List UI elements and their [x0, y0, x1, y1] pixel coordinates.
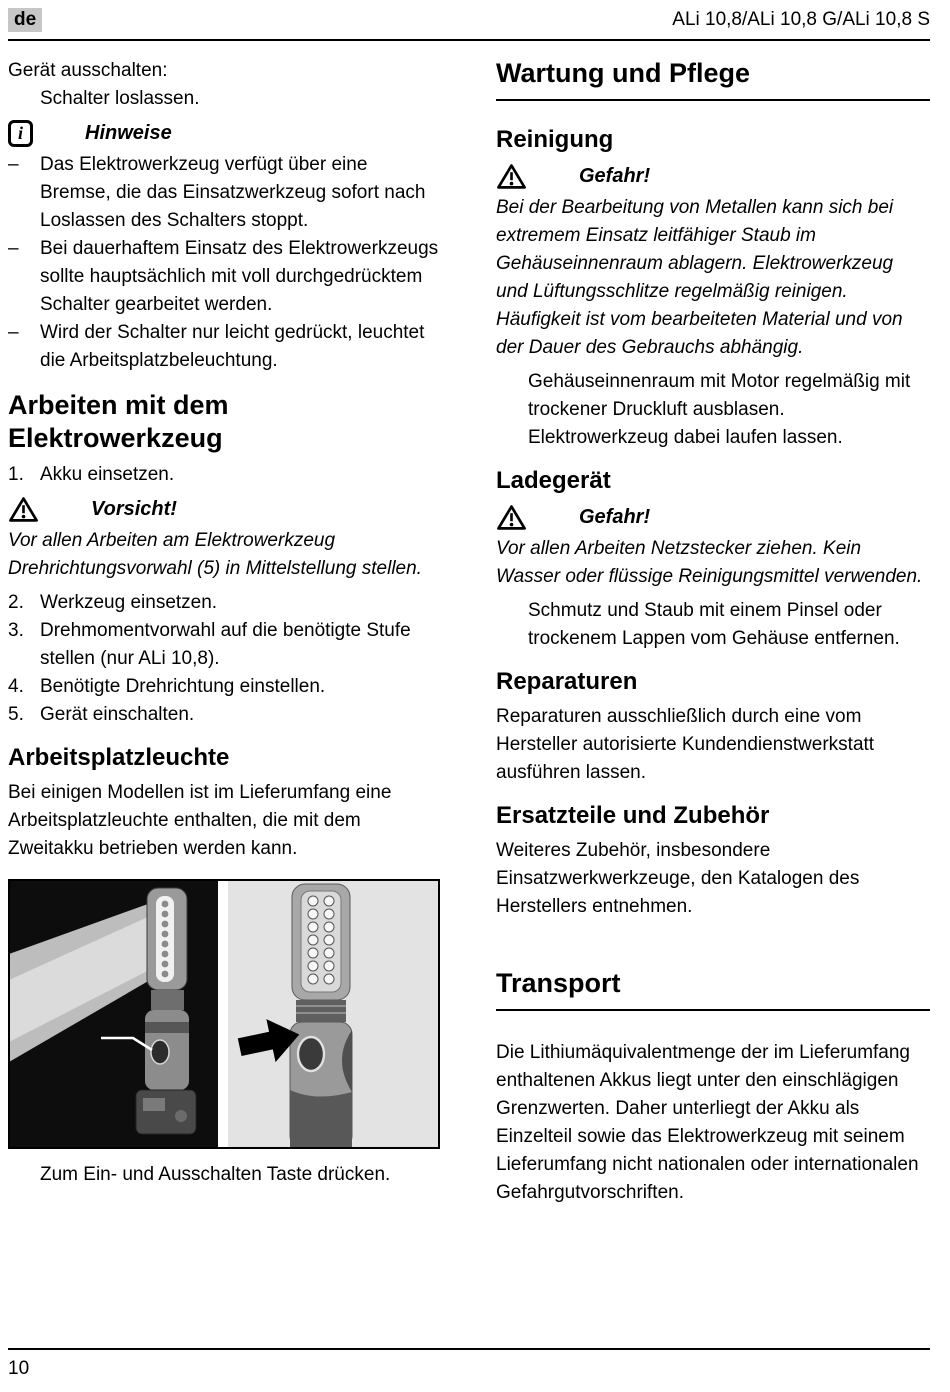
bullet-item — [8, 85, 440, 113]
step-text: Benötigte Drehrichtung einstellen. — [40, 676, 326, 697]
document-title: ALi 10,8/ALi 10,8 G/ALi 10,8 S — [672, 9, 930, 30]
step-item — [8, 461, 440, 489]
step-text: Akku einsetzen. — [40, 464, 175, 485]
danger-header — [496, 502, 930, 532]
step-number: 5. — [8, 704, 24, 725]
step-item — [8, 589, 440, 617]
page-header — [8, 8, 930, 39]
note-item — [8, 235, 440, 319]
warning-icon — [496, 504, 527, 531]
notes-header — [8, 118, 440, 148]
bullet-text: Schalter loslassen. — [40, 88, 200, 109]
notes-label: Hinweise — [85, 121, 172, 144]
bullet-item — [496, 597, 930, 653]
note-text: Bei dauerhaftem Einsatz des Elektrowerkzeugs sollte hauptsächlich mit voll durchgedrücktem Schalter gearbeitet werden. — [40, 238, 439, 315]
warning-icon — [496, 163, 527, 190]
left-column — [8, 57, 440, 1189]
danger-label: Gefahr! — [579, 164, 651, 187]
section-heading-transport: Transport — [496, 967, 930, 1011]
caution-label: Vorsicht! — [91, 497, 177, 520]
step-item — [8, 673, 440, 701]
note-text: Das Elektrowerkzeug verfügt über eine Bremse, die das Einsatzwerkzeug sofort nach Loslassen des Schalters stoppt. — [40, 154, 426, 231]
worklight-photo-closeup — [228, 880, 439, 1148]
transport-text: Die Lithiumäquivalentmenge der im Lieferumfang enthaltenen Akkus liegt unter den einschlägigen Grenzwerten. Daher unterliegt der Akku als Einzelteil sowie das Elektrowerkzeug mit seinem Lieferumfang nicht nationalen oder internationalen Gefahrgutvorschriften. — [496, 1042, 919, 1203]
worklight-figure — [8, 879, 440, 1149]
page-footer — [8, 1342, 930, 1392]
repairs-text: Reparaturen ausschließlich durch eine vom Hersteller autorisierte Kundendienstwerkstatt ausführen lassen. — [496, 706, 875, 783]
bullet-item — [8, 1161, 440, 1189]
subheading-repairs: Reparaturen — [496, 668, 638, 695]
step-text: Drehmomentvorwahl auf die benötigte Stufe stellen (nur ALi 10,8). — [40, 620, 411, 669]
worklight-intro: Bei einigen Modellen ist im Lieferumfang eine Arbeitsplatzleuchte enthalten, die mit dem Zweitakku betrieben werden kann. — [8, 782, 392, 859]
danger-label: Gefahr! — [579, 505, 651, 528]
subheading-cleaning: Reinigung — [496, 126, 614, 153]
note-text: Wird der Schalter nur leicht gedrückt, leuchtet die Arbeitsplatzbeleuchtung. — [40, 322, 425, 371]
danger-text: Vor allen Arbeiten Netzstecker ziehen. Kein Wasser oder flüssige Reinigungsmittel verwenden. — [496, 538, 923, 587]
bullet-text: Schmutz und Staub mit einem Pinsel oder trockenem Lappen vom Gehäuse entfernen. — [528, 600, 900, 649]
subheading-charger: Ladegerät — [496, 467, 611, 494]
language-tag: de — [8, 8, 42, 32]
worklight-photo-dark — [9, 880, 218, 1148]
caution-text: Vor allen Arbeiten am Elektrowerkzeug Drehrichtungsvorwahl (5) in Mittelstellung stellen. — [8, 530, 422, 579]
caution-header — [8, 494, 440, 524]
step-text: Gerät einschalten. — [40, 704, 195, 725]
bullet-text: Zum Ein- und Ausschalten Taste drücken. — [40, 1164, 391, 1185]
step-number: 2. — [8, 592, 24, 613]
step-number: 4. — [8, 676, 24, 697]
dash-marker: – — [8, 154, 19, 175]
step-item — [8, 701, 440, 729]
switch-off-intro: Gerät ausschalten: — [8, 60, 168, 81]
subheading-spares: Ersatzteile und Zubehör — [496, 802, 770, 829]
header-rule — [8, 39, 930, 41]
section-heading-worklight: Arbeitsplatzleuchte — [8, 744, 230, 771]
note-item — [8, 151, 440, 235]
dash-marker: – — [8, 322, 19, 343]
info-icon: i — [8, 120, 33, 147]
warning-icon — [8, 496, 39, 523]
step-text: Werkzeug einsetzen. — [40, 592, 218, 613]
danger-text: Bei der Bearbeitung von Metallen kann sich bei extremem Einsatz leitfähiger Staub im Gehäuseinnenraum ablagern. Elektrowerkzeug und Lüftungsschlitze regelmäßig reinigen. Häufigkeit ist vom bearbeiteten Material und von der Dauer des Gebrauchs abhängig. — [496, 197, 903, 358]
page-number: 10 — [8, 1358, 30, 1379]
content-columns — [8, 57, 930, 1342]
note-item — [8, 319, 440, 375]
section-heading-working: Arbeiten mit dem Elektrowerkzeug — [8, 390, 229, 453]
bullet-item — [496, 368, 930, 452]
right-column — [496, 57, 930, 1207]
spares-text: Weiteres Zubehör, insbesondere Einsatzwerkwerkzeuge, den Katalogen des Herstellers entnehmen. — [496, 840, 860, 917]
danger-header — [496, 161, 930, 191]
worklight-illustration — [9, 880, 439, 1148]
step-number: 1. — [8, 464, 24, 485]
step-item — [8, 617, 440, 673]
dash-marker: – — [8, 238, 19, 259]
step-number: 3. — [8, 620, 24, 641]
bullet-text: Gehäuseinnenraum mit Motor regelmäßig mit trockener Druckluft ausblasen. Elektrowerkzeug dabei laufen lassen. — [528, 371, 911, 448]
section-heading-maintenance: Wartung und Pflege — [496, 57, 930, 101]
